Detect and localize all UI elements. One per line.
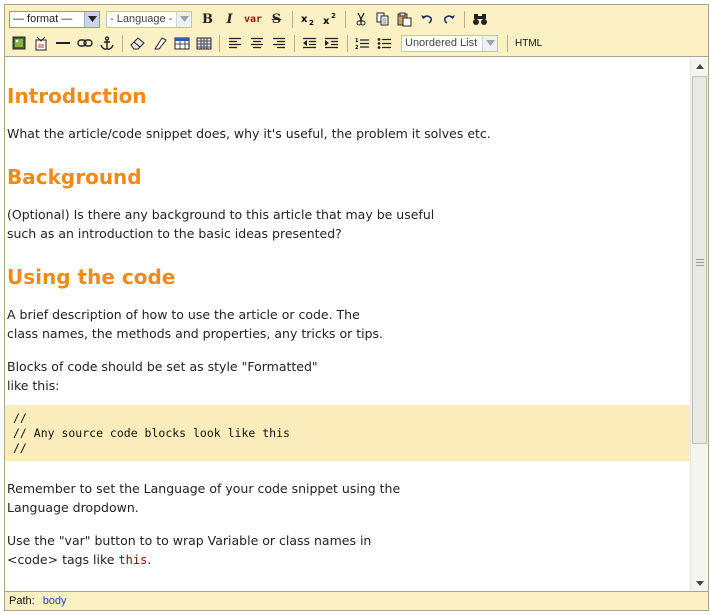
toolbar-separator (122, 35, 123, 52)
link-icon (77, 39, 93, 47)
paragraph-background-line-1: (Optional) Is there any background to this article that may be useful (7, 207, 435, 222)
toolbar-separator (347, 35, 348, 52)
subscript-icon (300, 12, 316, 26)
strike-label: S (271, 11, 282, 27)
path-element-link[interactable]: body (42, 595, 67, 607)
copy-button[interactable] (373, 10, 392, 29)
insert-image-button[interactable] (9, 34, 28, 53)
toolbar-separator (292, 11, 293, 28)
editor-toolbar (5, 5, 708, 57)
html-source-button[interactable] (513, 34, 544, 53)
var-button[interactable] (242, 10, 264, 29)
scrollbar-thumb[interactable] (692, 76, 707, 444)
toolbar-separator (219, 35, 220, 52)
paste-button[interactable] (395, 10, 414, 29)
paragraph-var-line-2 (7, 550, 151, 570)
heading-background: Background (7, 165, 142, 189)
paragraph-remember-line-2: Language dropdown. (7, 500, 139, 515)
path-label: Path: (9, 595, 35, 607)
svg-text:1: 1 (355, 37, 359, 44)
paragraph-blocks-line-1: Blocks of code should be set as style "Formatted" (7, 359, 318, 374)
var-label: var (243, 13, 263, 25)
find-button[interactable] (470, 10, 489, 29)
scroll-up-button[interactable] (691, 58, 708, 75)
toolbar-separator (507, 35, 508, 52)
rich-text-editor (4, 4, 709, 611)
table-icon (174, 37, 190, 50)
svg-text:2: 2 (330, 12, 336, 20)
remove-format-button[interactable] (128, 34, 147, 53)
indent-icon (324, 37, 339, 50)
heading-introduction: Introduction (7, 84, 147, 108)
chevron-down-icon (84, 12, 99, 27)
paragraph-remember-line-1: Remember to set the Language of your code snippet using the (7, 481, 401, 496)
inline-code-this: this (118, 553, 148, 567)
insert-anchor-button[interactable] (97, 34, 116, 53)
code-line: // (13, 441, 27, 455)
anchor-icon (100, 36, 114, 51)
align-left-button[interactable] (225, 34, 244, 53)
redo-button[interactable] (439, 10, 458, 29)
clean-word-button[interactable] (150, 34, 169, 53)
editor-content-area[interactable] (5, 58, 690, 592)
cut-button[interactable] (351, 10, 370, 29)
subscript-button[interactable] (298, 10, 317, 29)
eraser-icon (130, 37, 146, 50)
superscript-icon (322, 12, 338, 26)
ordered-list-button[interactable] (353, 34, 372, 53)
horizontal-rule-icon (56, 41, 70, 45)
toolbar-row-2 (9, 32, 547, 54)
undo-icon (420, 13, 434, 25)
vertical-scrollbar[interactable] (690, 58, 708, 592)
redo-icon (442, 13, 456, 25)
outdent-icon (302, 37, 317, 50)
paragraph-introduction: What the article/code snippet does, why it's useful, the problem it solves etc. (7, 126, 491, 141)
align-center-icon (250, 37, 264, 49)
toolbar-row-1 (9, 8, 492, 30)
horizontal-rule-button[interactable] (53, 34, 72, 53)
paragraph-using-line-1: A brief description of how to use the article or code. The (7, 307, 360, 322)
insert-table-button[interactable] (172, 34, 191, 53)
scroll-down-button[interactable] (691, 575, 708, 592)
editor-statusbar (5, 591, 708, 610)
scrollbar-grip-icon (696, 259, 704, 268)
code-block (5, 405, 690, 461)
indent-button[interactable] (322, 34, 341, 53)
copy-icon (376, 12, 390, 26)
align-right-button[interactable] (269, 34, 288, 53)
insert-link-button[interactable] (75, 34, 94, 53)
html-button-label: HTML (515, 37, 543, 49)
paragraph-background-line-2: such as an introduction to the basic ideas presented? (7, 226, 342, 241)
paragraph-blocks-line-2: like this: (7, 378, 60, 393)
numbered-list-icon (355, 37, 370, 50)
chevron-down-icon (176, 12, 191, 27)
list-style-select[interactable] (401, 35, 498, 52)
bold-label: B (202, 11, 213, 27)
binoculars-icon (472, 12, 488, 26)
code-line: // Any source code blocks look like this (13, 426, 290, 440)
svg-text:x: x (322, 16, 329, 26)
toolbar-separator (464, 11, 465, 28)
paste-icon (397, 12, 412, 27)
scissors-icon (354, 12, 368, 26)
var-text-prefix: <code> tags like (7, 552, 119, 567)
svg-text:2: 2 (355, 44, 359, 50)
svg-text:2: 2 (308, 19, 314, 26)
list-style-select-value: Unordered List (405, 37, 478, 49)
toolbar-separator (294, 35, 295, 52)
arrow-down-icon (696, 581, 704, 586)
image-icon (12, 36, 26, 50)
toolbar-separator (345, 11, 346, 28)
italic-label: I (226, 11, 233, 27)
code-line: // (13, 411, 27, 425)
svg-text:x: x (300, 14, 307, 25)
italic-button[interactable] (220, 10, 239, 29)
table-properties-button[interactable] (194, 34, 213, 53)
align-right-icon (272, 37, 286, 49)
align-left-icon (228, 37, 242, 49)
paragraph-using-line-2: class names, the methods and properties, any tricks or tips. (7, 326, 384, 341)
bold-button[interactable] (198, 10, 217, 29)
heading-using-the-code: Using the code (7, 265, 176, 289)
bulleted-list-icon (377, 37, 392, 50)
unordered-list-button[interactable] (375, 34, 394, 53)
outdent-button[interactable] (300, 34, 319, 53)
align-center-button[interactable] (247, 34, 266, 53)
chevron-down-icon (482, 36, 497, 51)
superscript-button[interactable] (320, 10, 339, 29)
paragraph-var-line-1: Use the "var" button to to wrap Variable or class names in (7, 533, 372, 548)
format-select-value: — format — (13, 13, 73, 25)
strikethrough-button[interactable] (267, 10, 286, 29)
template-icon (34, 36, 48, 51)
format-select[interactable] (9, 11, 100, 28)
language-select-value: - Language - (110, 13, 173, 25)
arrow-up-icon (696, 64, 704, 69)
insert-template-button[interactable] (31, 34, 50, 53)
var-text-suffix: . (147, 552, 152, 567)
eraser-icon (152, 37, 168, 50)
language-select[interactable] (106, 11, 192, 28)
undo-button[interactable] (417, 10, 436, 29)
table-grid-icon (196, 37, 212, 50)
